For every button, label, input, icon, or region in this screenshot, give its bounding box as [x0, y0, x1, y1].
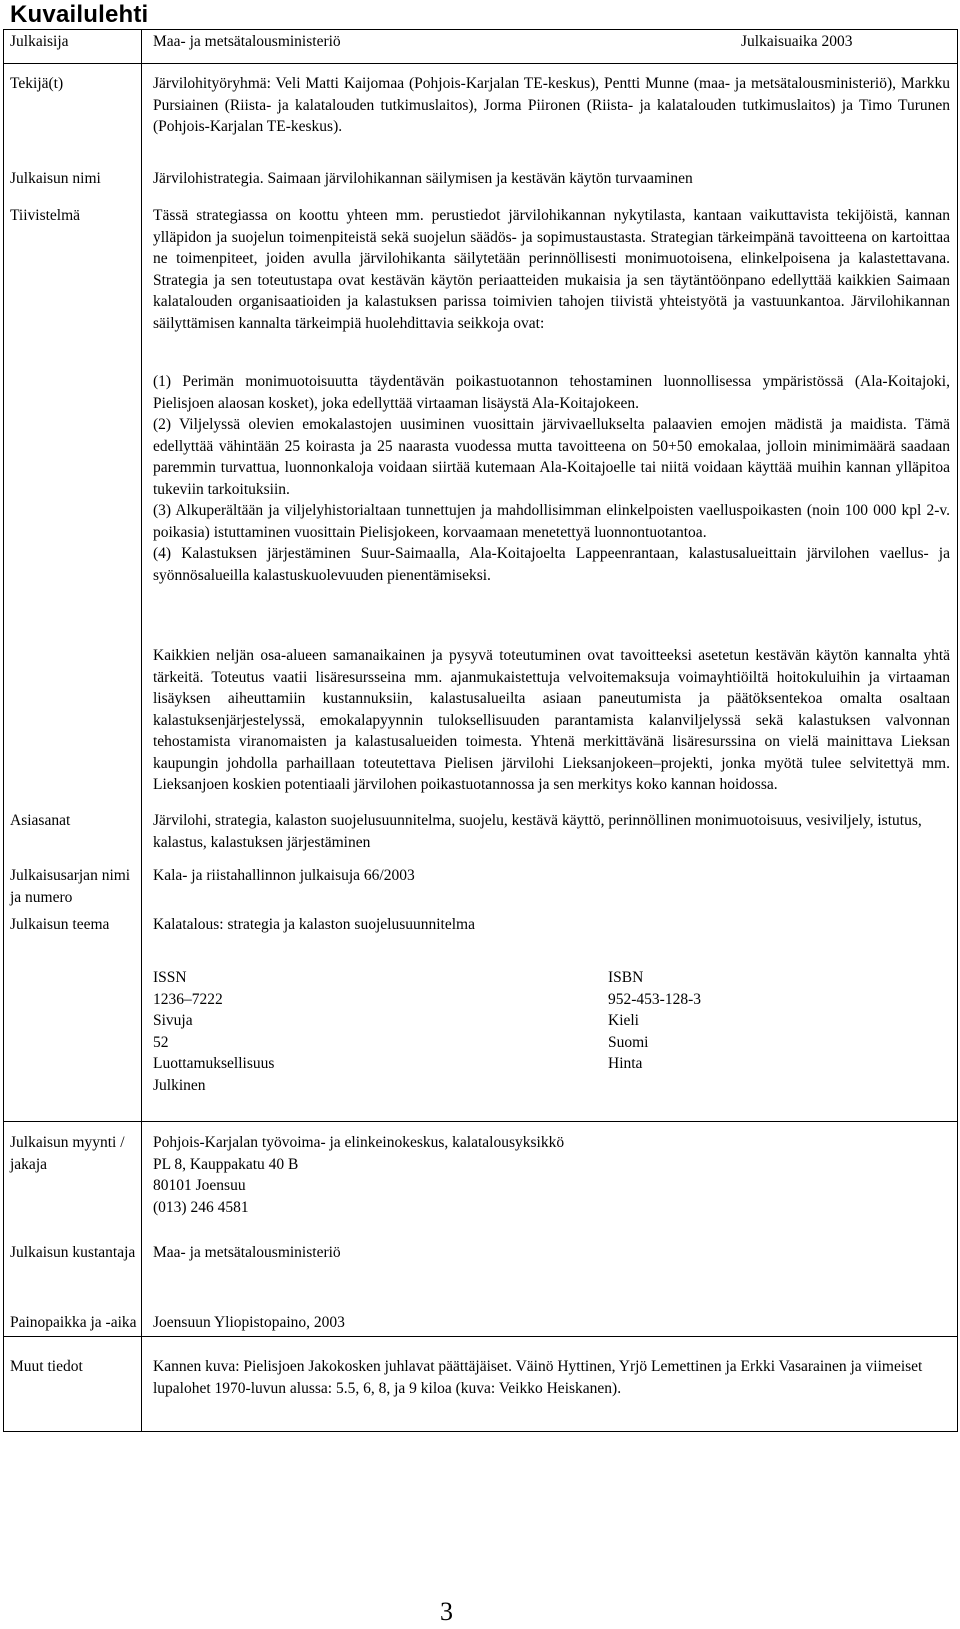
distribution-value [153, 1132, 950, 1218]
printing-value: Joensuun Yliopistopaino, 2003 [153, 1314, 345, 1331]
row-divider [4, 1121, 957, 1122]
isbn-value: 952-453-128-3 [608, 990, 701, 1008]
row-divider [4, 1336, 957, 1337]
authors-value: Järvilohityöryhmä: Veli Matti Kaijomaa (Pohjois-Karjalan TE-keskus), Pentti Munne (maa- ja metsätalousministeriö), Markku Pursiainen (Riista- ja kalatalouden tutkimuslaitos), Jorma Piironen (Riista- ja kalatalouden tutkimuslaitos) ja Timo Turunen (Pohjois-Karjalan TE-keskus). [153, 75, 950, 135]
price-label: Hinta [608, 1055, 643, 1072]
abstract-label: Tiivistelmä [10, 207, 81, 224]
language-label: Kieli [608, 1012, 639, 1029]
publication-name-value: Järvilohistrategia. Saimaan järvilohikannan säilymisen ja kestävän käytön turvaaminen [153, 170, 693, 187]
identifiers-right [608, 967, 701, 1075]
keywords-label: Asiasanat [10, 812, 71, 829]
other-info-value: Kannen kuva: Pielisjoen Jakokosken juhlavat päättäjäiset. Väinö Hyttinen, Yrjö Lemettinen ja Erkki Vasarainen ja viimeiset lupalohet 1970-luvun alussa: 5.5, 6, 8, ja 9 kiloa (kuva: Veikko Heiskanen). [153, 1358, 923, 1397]
distribution-line: 80101 Joensuu [153, 1177, 246, 1194]
language-value: Suomi [608, 1033, 649, 1051]
theme-value: Kalatalous: strategia ja kalaston suojelusuunnitelma [153, 916, 475, 933]
publication-date: Julkaisuaika 2003 [741, 33, 853, 50]
distribution-line: (013) 246 4581 [153, 1198, 249, 1216]
distribution-line: Pohjois-Karjalan työvoima- ja elinkeinokeskus, kalatalousyksikkö [153, 1134, 565, 1151]
list-item: (3) Alkuperältään ja viljelyhistorialtaan tunnettujen ja mahdollisimman elinkelpoisten vaelluspoikasten (noin 100 000 kpl 2-v. poikasia) istuttaminen vuosittain Pielisjokeen, korvaamaan menetettyä luonnontuotantoa. [153, 502, 950, 541]
confidentiality-label: Luottamuksellisuus [153, 1055, 275, 1072]
pages-label: Sivuja [153, 1012, 193, 1029]
pages-value: 52 [153, 1033, 169, 1051]
abstract-intro: Tässä strategiassa on koottu yhteen mm. perustiedot järvilohikannan nykytilasta, kantaan vaikuttavista tekijöistä, kannan ylläpidon ja suojelun toimenpiteistä sekä suojelun säädös- ja sopimustaustasta. Strategian tärkeimpänä tavoitteena on kartoittaa ne toimenpiteet, joiden avulla järvilohikanta säilytetään perinnöllisesti monimuotoisena, elinkelpoisena ja kalastettavana. Strategia ja sen toteutustapa ovat kestävän käytön periaatteiden mukaisia ja sen täytäntöönpano edellyttää kaikkien Saimaan kalatalouden organisaatioiden ja kalastuksen parissa toimivien tahojen tiivistä yhteistyötä ja vastuunkantoa. Järvilohikannan säilyttämisen kannalta tärkeimpiä huolehdittavia seikkoja ovat: [153, 207, 950, 332]
other-info-label: Muut tiedot [10, 1358, 83, 1375]
authors-label: Tekijä(t) [10, 75, 64, 92]
publisher-label: Julkaisija [10, 33, 69, 50]
funder-label: Julkaisun kustantaja [10, 1244, 136, 1261]
distribution-label: Julkaisun myynti / jakaja [10, 1134, 125, 1173]
abstract-list [153, 371, 950, 586]
series-value: Kala- ja riistahallinnon julkaisuja 66/2003 [153, 867, 415, 884]
issn-label: ISSN [153, 969, 187, 986]
series-label: Julkaisusarjan nimi ja numero [10, 867, 131, 906]
page-number: 3 [440, 1597, 453, 1626]
publisher-value: Maa- ja metsätalousministeriö [153, 33, 341, 50]
identifiers-left [153, 967, 274, 1096]
printing-label: Painopaikka ja -aika [10, 1314, 137, 1331]
theme-label: Julkaisun teema [10, 916, 110, 933]
page-title: Kuvailulehti [10, 1, 149, 28]
abstract-closing [153, 645, 950, 796]
issn-value: 1236–7222 [153, 990, 223, 1008]
distribution-line: PL 8, Kauppakatu 40 B [153, 1155, 299, 1173]
row-divider [4, 63, 957, 64]
list-item: (1) Perimän monimuotoisuutta täydentävän poikastuotannon tehostaminen luonnollisessa ympäristössä (Ala-Koitajoki, Pielisjoen alaosan kosket), joka edellyttää virtaaman lisäystä Ala-Koitajokeen. [153, 373, 950, 412]
isbn-label: ISBN [608, 969, 644, 986]
list-item: (4) Kalastuksen järjestäminen Suur-Saimaalla, Ala-Koitajoelta Lappeenrantaan, kalastusalueittain järvilohen vaellus- ja syönnösalueilla kalastuskuolevuuden pienentämiseksi. [153, 545, 950, 584]
confidentiality-value: Julkinen [153, 1076, 206, 1094]
funder-value: Maa- ja metsätalousministeriö [153, 1244, 341, 1261]
list-item: (2) Viljelyssä olevien emokalastojen uusiminen vuosittain järvivaellukselta palaavien emojen mädistä ja maidista. Tämä edellyttää vähintään 25 koirasta ja 25 naarasta vuodessa mutta tavoitteena on 50+50 emokalaa, jolloin minimimäärä saadaan paremmin turvattua, luonnonkaloja voidaan siirtää kutemaan Ala-Koitajoelle tai niitä voidaan käyttää muihin kannan ylläpitoa tukeviin tarkoituksiin. [153, 416, 950, 498]
column-divider [141, 29, 142, 1432]
publication-name-label: Julkaisun nimi [10, 170, 101, 187]
keywords-value: Järvilohi, strategia, kalaston suojelusuunnitelma, suojelu, kestävä käyttö, perinnöllinen monimuotoisuus, vesiviljely, istutus, kalastus, kalastuksen järjestäminen [153, 812, 922, 851]
abstract-closing-text: Kaikkien neljän osa-alueen samanaikainen ja pysyvä toteutuminen ovat tavoitteeksi asetetun kestävän käytön kannalta yhtä tärkeitä. Toteutus vaatii lisäresursseina mm. ajanmukaistettuja velvoitemaksuja voimayhtiöiltä hoitokuluihin ja virtaaman lisäyksen aiheuttamiin kustannuksiin, kalastusalueilta asiaan paneutumista ja päätöksentekoa omalta osaltaan kalastuksenjärjestelyssä, emokalapyynnin tuloksellisuuden parantamista kalanviljelyssä sekä kalastuksen valvonnan tehostamista viranomaisten ja kalastusalueiden toimesta. Yhtenä merkittävänä lisäresurssina on vielä mainittava Lieksan kaupungin johdolla parhaillaan toteutettava Pielisen järvilohi Lieksanjokeen–projekti, jonka myötä tulee selvitettyä mm. Lieksanjoen koskien potentiaali järvilohen poikastuotannossa ja sen merkitys koko kannan hoidossa. [153, 647, 950, 793]
abstract-body [153, 205, 950, 334]
